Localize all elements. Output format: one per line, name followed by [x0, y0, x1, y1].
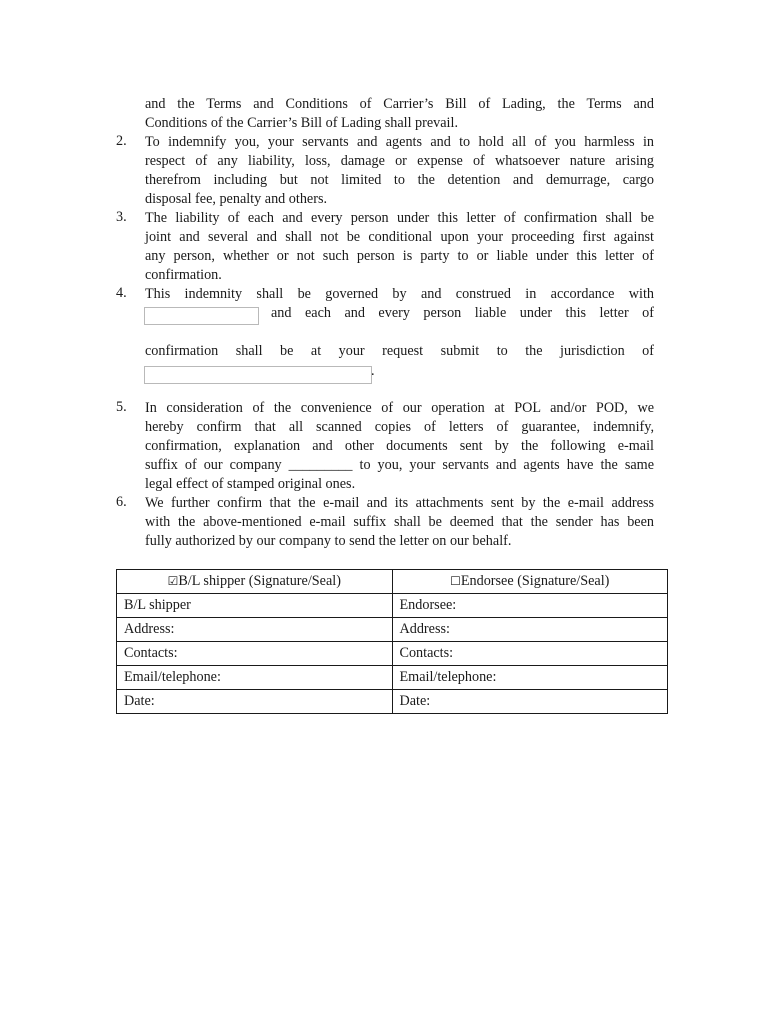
clause-line: hereby confirm that all scanned copies of letters of guarantee, indemnify, [145, 419, 654, 435]
clause-line: joint and several and shall not be conditional upon your proceeding first against [145, 229, 654, 245]
table-header-row [117, 570, 668, 594]
intro-line-1: and the Terms and Conditions of Carrier’s Bill of Lading, the Terms and [145, 96, 654, 112]
clause-line: legal effect of stamped original ones. [145, 476, 356, 492]
clause-5 [116, 399, 654, 494]
table-row [117, 642, 668, 666]
clause-line: any person, whether or not such person is party to or liable under this letter of [145, 248, 654, 264]
clause-line: therefrom including but not limited to the detention and demurrage, cargo [145, 172, 654, 188]
table-row [117, 666, 668, 690]
intro-line-2: Conditions of the Carrier’s Bill of Lading shall prevail. [145, 115, 458, 131]
clause-line: This indemnity shall be governed by and construed in accordance with [145, 286, 654, 302]
clause-line: confirmation shall be at your request submit to the jurisdiction of [145, 343, 654, 359]
clause-line: In consideration of the convenience of our operation at POL and/or POD, we [145, 400, 654, 416]
table-cell: Address: [392, 618, 668, 642]
clause-3 [116, 209, 654, 285]
clause-number: 2. [116, 133, 127, 149]
clause-line: To indemnify you, your servants and agents and to hold all of you harmless in [145, 134, 654, 150]
clause-line: respect of any liability, loss, damage or expense of whatsoever nature arising [145, 153, 654, 169]
table-cell: Endorsee: [392, 594, 668, 618]
clause-line: with the above-mentioned e-mail suffix shall be deemed that the sender has been [145, 514, 654, 530]
table-cell: Date: [117, 690, 393, 714]
clause-number: 4. [116, 285, 127, 301]
clause-line: confirmation. [145, 267, 222, 283]
checked-box-icon[interactable]: ☑ [167, 574, 179, 588]
signature-table [116, 569, 668, 714]
table-row [117, 690, 668, 714]
clause-line: suffix of our company _________ to you, your servants and agents have the same [145, 457, 654, 473]
item-1-continuation [116, 95, 654, 133]
clause-line: The liability of each and every person under this letter of confirmation shall be [145, 210, 654, 226]
table-cell: B/L shipper [117, 594, 393, 618]
table-cell: Date: [392, 690, 668, 714]
header-bl-shipper [117, 570, 393, 594]
table-row [117, 594, 668, 618]
table-cell: Contacts: [117, 642, 393, 666]
header-bl-shipper-label: B/L shipper (Signature/Seal) [178, 573, 341, 589]
clause-line: fully authorized by our company to send the letter on our behalf. [145, 533, 512, 549]
header-endorsee [392, 570, 668, 594]
clause-line: disposal fee, penalty and others. [145, 191, 328, 207]
clause-line: and each and every person liable under this letter of [271, 305, 654, 321]
table-cell: Address: [117, 618, 393, 642]
jurisdiction-field[interactable] [144, 366, 372, 384]
jurisdiction-period: . [371, 363, 375, 379]
header-endorsee-label: Endorsee (Signature/Seal) [460, 573, 610, 589]
table-row [117, 618, 668, 642]
table-cell: Email/telephone: [117, 666, 393, 690]
clause-number: 5. [116, 399, 127, 415]
clause-2 [116, 133, 654, 209]
clause-6 [116, 494, 654, 551]
clause-line: We further confirm that the e-mail and its attachments sent by the e-mail address [145, 495, 654, 511]
clause-line: confirmation, explanation and other documents sent by the following e-mail [145, 438, 654, 454]
unchecked-box-icon[interactable]: ☐ [450, 574, 461, 588]
governing-law-field[interactable] [144, 307, 259, 325]
clause-number: 3. [116, 209, 127, 225]
clause-number: 6. [116, 494, 127, 510]
table-cell: Contacts: [392, 642, 668, 666]
table-cell: Email/telephone: [392, 666, 668, 690]
